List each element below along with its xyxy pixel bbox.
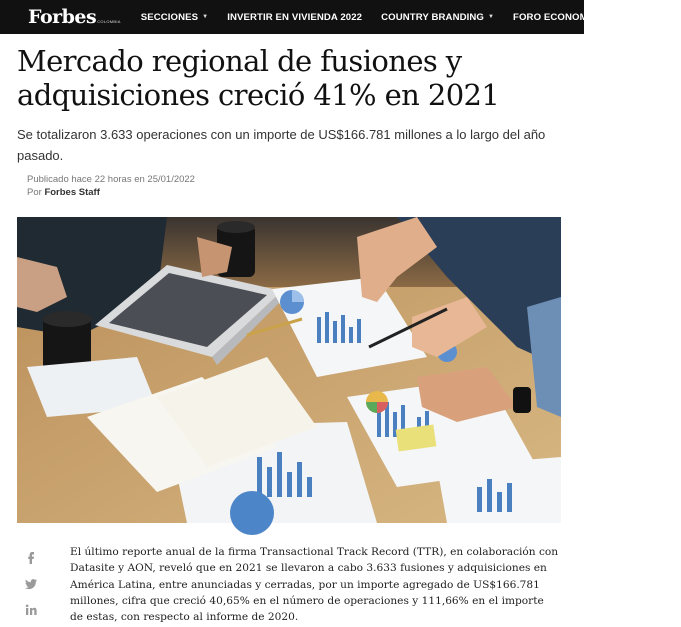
- top-nav-bar: [0, 0, 663, 34]
- article-title: Mercado regional de fusiones y adquisiciones creció 41% en 2021: [17, 44, 500, 112]
- article-meta: [27, 173, 195, 199]
- article-body: El último reporte anual de la firma Transactional Track Record (TTR), en colaboración con Datasite y AON, reveló que en 2021 se llevaron a cabo 3.633 fusiones y adquisiciones en América Latina, entre anunciadas y cerradas, por un importe agregado de US$166.781 millones, cifra que creció 40,65% en el número de operaciones y 111,66% en el importe de estas, con respecto al informe de 2020.: [70, 546, 559, 624]
- nav-item-invertir-vivienda[interactable]: INVERTIR EN VIVIENDA 2022: [227, 11, 363, 23]
- byline: Por Forbes Staff: [27, 187, 100, 198]
- caret-down-icon: ▼: [487, 14, 495, 20]
- linkedin-icon[interactable]: [22, 601, 40, 619]
- publish-date: Publicado hace 22 horas en 25/01/2022: [27, 174, 195, 185]
- social-share: [22, 549, 40, 627]
- article-dek: Se totalizaron 3.633 operaciones con un importe de US$166.781 millones a lo largo del año pasado.: [17, 127, 546, 163]
- author-link[interactable]: Forbes Staff: [44, 187, 100, 198]
- nav-item-foro-economia[interactable]: FORO ECONOMÍA SOSTENIBLE: [513, 11, 663, 23]
- nav-item-secciones[interactable]: SECCIONES ▼: [140, 11, 209, 23]
- twitter-icon[interactable]: [22, 575, 40, 593]
- nav-item-country-branding[interactable]: COUNTRY BRANDING ▼: [381, 11, 495, 23]
- main-nav: [141, 0, 681, 34]
- forbes-logo[interactable]: Forbes COLOMBIA: [28, 6, 121, 28]
- facebook-icon[interactable]: [22, 549, 40, 567]
- hero-illustration: [17, 217, 561, 523]
- caret-down-icon: ▼: [202, 14, 209, 20]
- hero-image: [17, 217, 561, 523]
